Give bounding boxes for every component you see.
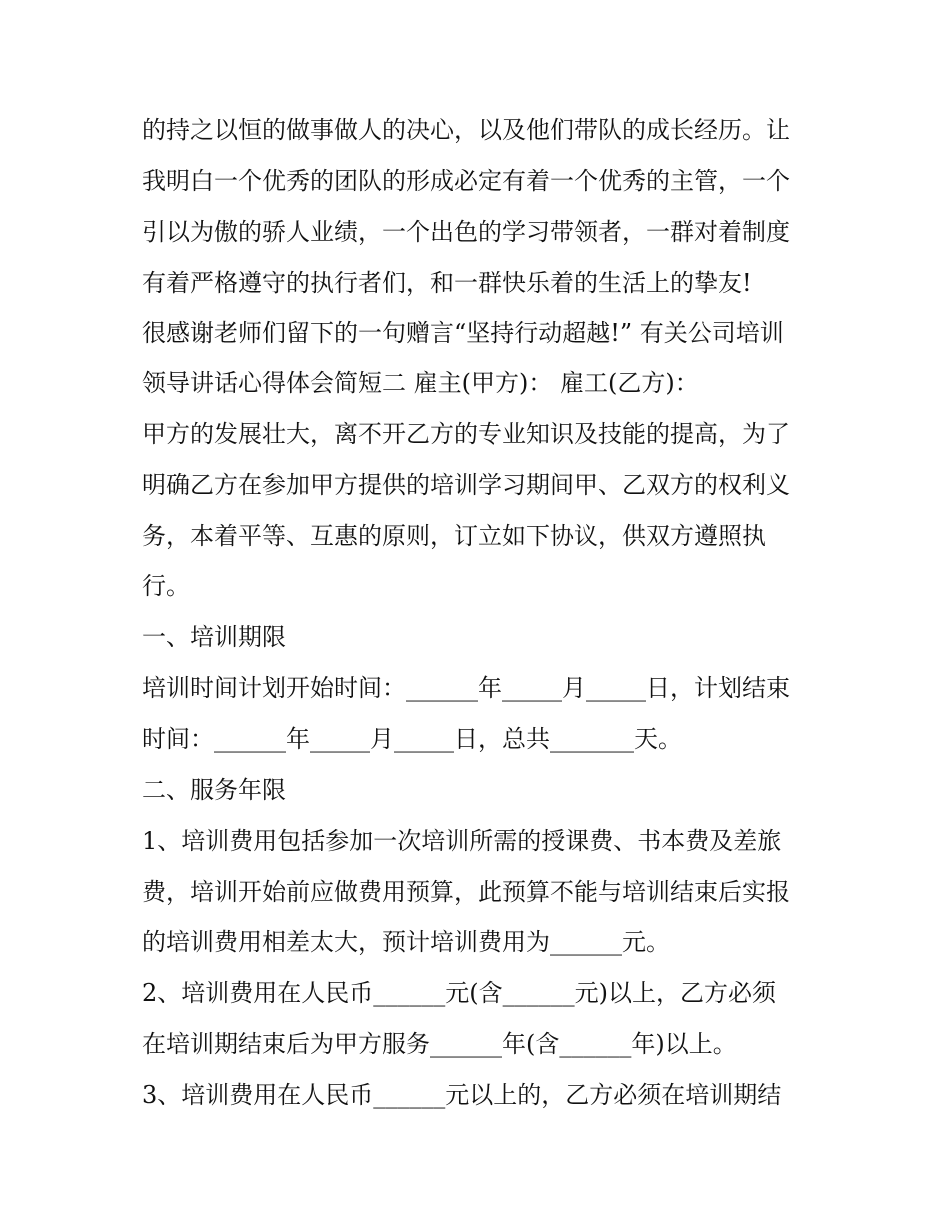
text-line: 在培训期结束后为甲方服务______年(含______年)以上。 — [142, 1030, 737, 1058]
section-heading: 二、服务年限 — [142, 776, 286, 804]
text-line: 费，培训开始前应做费用预算，此预算不能与培训结束后实报 — [142, 878, 790, 906]
text-line: 时间：______年_____月_____日，总共_______天。 — [142, 725, 682, 753]
text-line: 明确乙方在参加甲方提供的培训学习期间甲、乙双方的权利义 — [142, 471, 790, 499]
text-line: 3、培训费用在人民币______元以上的，乙方必须在培训期结 — [142, 1081, 782, 1109]
text-line: 1、培训费用包括参加一次培训所需的授课费、书本费及差旅 — [142, 827, 782, 855]
text-line: 的持之以恒的做事做人的决心，以及他们带队的成长经历。让 — [142, 116, 790, 144]
text-line: 有着严格遵守的执行者们，和一群快乐着的生活上的挚友! — [142, 269, 752, 297]
text-line: 甲方的发展壮大，离不开乙方的专业知识及技能的提高，为了 — [142, 420, 790, 448]
text-line: 2、培训费用在人民币______元(含______元)以上，乙方必须 — [142, 979, 776, 1007]
text-line: 很感谢老师们留下的一句赠言“坚持行动超越!” 有关公司培训 — [142, 319, 784, 347]
text-line: 领导讲话心得体会简短二 雇主(甲方)： 雇工(乙方)： — [142, 369, 699, 397]
text-line: 我明白一个优秀的团队的形成必定有着一个优秀的主管，一个 — [142, 167, 790, 195]
text-line: 培训时间计划开始时间：______年_____月_____日，计划结束 — [142, 674, 790, 702]
text-line: 引以为傲的骄人业绩，一个出色的学习带领者，一群对着制度 — [142, 218, 790, 246]
text-line: 行。 — [142, 572, 190, 600]
text-line: 务，本着平等、互惠的原则，订立如下协议，供双方遵照执 — [142, 522, 766, 550]
text-line: 的培训费用相差太大，预计培训费用为______元。 — [142, 928, 670, 956]
section-heading: 一、培训期限 — [142, 623, 286, 651]
